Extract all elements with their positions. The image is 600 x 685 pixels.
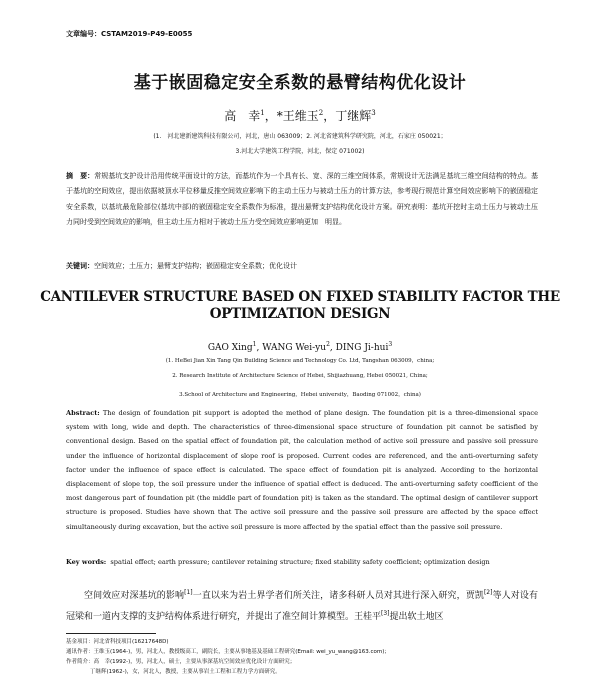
- article-number: 文章编号：CSTAM2019-P49-E0055: [66, 30, 193, 38]
- body-text: 空间效应对深基坑的影响: [84, 591, 185, 601]
- citation-ref[interactable]: [1]: [184, 589, 193, 596]
- author-name: WANG Wei-yu: [262, 343, 327, 353]
- abstract-english: [66, 406, 538, 534]
- keywords-english-text: spatial effect; earth pressure; cantilever retaining structure; fixed stability safety coefficient; optimization design: [110, 558, 490, 566]
- keywords-english-label: Key words:: [66, 558, 107, 566]
- footnote-author-bio: 丁继辉(1962-)，女，河北人，教授，主要从事岩土工程和工程力学方面研究。: [90, 669, 281, 675]
- abstract-english-label: Abstract:: [66, 409, 100, 417]
- affiliation-english-line: (1. HeBei Jian Xin Tang Qin Building Science and Technology Co. Ltd, Tangshan 063009，china;: [165, 358, 435, 364]
- author-superscript: 3: [388, 341, 393, 348]
- abstract-english-text: The design of foundation pit support is adopted the method of plane design. The foundation pit is a three-dimensional space system with long, wide and depth. The characteristics of three-dimensional space structure of foundation pit cannot be satisfied by conventional design. Based on the spatial effect of foundation pit, the calculation method of active soil pressure and passive soil pressure under the influence of horizontal displacement of slope roof is proposed. Current codes are referenced, and the anti-overturning safety factor under the influence of space effect is calculated. The space effect of foundation pit is analyzed. According to the horizontal displacement of slope top, the soil pressure under the influence of spatial effect is deduced. The anti-overturning safety coefficient of the most dangerous part of foundation pit (the middle part of foundation pit) is taken as the standard. The optimal design of cantilever support structure is proposed. Studies have shown that The active soil pressure and the passive soil pressure are affected by the space effect simultaneously during excavation, but the active soil pressure is more affected by the spatial effect than the passive soil pressure.: [66, 409, 538, 531]
- title-chinese: 基于嵌固稳定安全系数的悬臂结构优化设计: [133, 73, 467, 93]
- citation-ref[interactable]: [3]: [381, 610, 390, 617]
- author-name: DING Ji-hui: [335, 343, 389, 353]
- footnote-corresponding-author: 通讯作者：王维玉(1964-)，男，河北人，教授级高工，副院长，主要从事地基及基础工程研究(Email: wei_yu_wang@163.com)；: [66, 649, 390, 655]
- authors-chinese: 高 幸$^1$，*王维玉$^2$，丁继辉$^3$: [224, 109, 376, 123]
- citation-ref[interactable]: [2]: [483, 589, 493, 596]
- body-paragraph: [66, 584, 538, 626]
- affiliation-chinese-line: 3.河北大学建筑工程学院，河北，保定 071002): [235, 148, 365, 155]
- author-name: *王维玉: [276, 109, 319, 123]
- body-text: 提出软土地区: [389, 612, 444, 622]
- keywords-chinese: [66, 261, 538, 271]
- author-superscript: 3: [371, 109, 376, 117]
- footnotes: [66, 637, 546, 677]
- author-name: GAO Xing: [207, 343, 253, 353]
- author-superscript: 1: [260, 109, 265, 117]
- author-superscript: 2: [318, 109, 324, 117]
- author-name: 丁继辉: [335, 109, 372, 123]
- affiliation-english-line: 3.School of Architecture and Engineering，Hebei university，Baoding 071002，china): [179, 392, 421, 398]
- keywords-chinese-text: 空间效应；土压力；悬臂支护结构；嵌固稳定安全系数；优化设计: [94, 262, 297, 270]
- affiliation-english-line: 2. Research Institute of Architecture Science of Hebei, Shijiazhuang, Hebei 050021, China;: [172, 373, 428, 379]
- keywords-chinese-label: 关键词：: [66, 262, 94, 270]
- author-name: 高 幸: [224, 109, 261, 123]
- body-text: 等人对设有冠梁和一道内支撑的支护结构体系进行研究，并提出了准空间计算模型。王桂平: [66, 591, 538, 622]
- body-text: 一直以来为岩土界学者们所关注，诸多科研人员对其进行深入研究，贾凯: [192, 591, 484, 601]
- abstract-chinese: [66, 169, 538, 231]
- affiliation-chinese-line: (1. 河北建新建筑科技有限公司，河北，唐山 063009；2. 河北省建筑科学研究院，河北，石家庄 050021；: [153, 133, 447, 140]
- abstract-chinese-label: 摘 要：: [66, 172, 95, 180]
- keywords-english: [66, 558, 538, 566]
- title-english: CANTILEVER STRUCTURE BASED ON FIXED STABILITY FACTOR THE OPTIMIZATION DESIGN: [40, 289, 560, 322]
- author-superscript: 1: [252, 341, 257, 348]
- authors-english: GAO Xing$^1$, WANG Wei-$yu^2$, DING Ji-hui$^3$: [207, 341, 393, 353]
- author-superscript: 2: [326, 341, 330, 348]
- abstract-chinese-text: 常规基坑支护设计沿用传统平面设计的方法，而基坑作为一个具有长、宽、深的三维空间体系，常规设计无法满足基坑三维空间结构的特点。基于基坑的空间效应，提出依据坡顶水平位移量反推空间效应影响下的主动土压力与被动土压力的计算方法，参考现行规范计算空间效应影响下的嵌固稳定安全系数，以基坑最危险部位(基坑中部)的嵌固稳定安全系数作为标准，提出悬臂支护结构优化设计方案。研究表明：基坑开挖时主动土压力与被动土压力同时受到空间效应的影响，但主动土压力相对于被动土压力受空间效应影响更加 明显。: [66, 172, 539, 227]
- footnote-divider: [66, 633, 156, 634]
- footnote-author-bio: 作者简介：高 幸(1992-)，男，河北人，硕士，主要从事深基坑空间效应优化设计方面研究；: [66, 659, 296, 665]
- footnote-funding: 基金项目：河北省科技项目(16217648D): [66, 639, 169, 645]
